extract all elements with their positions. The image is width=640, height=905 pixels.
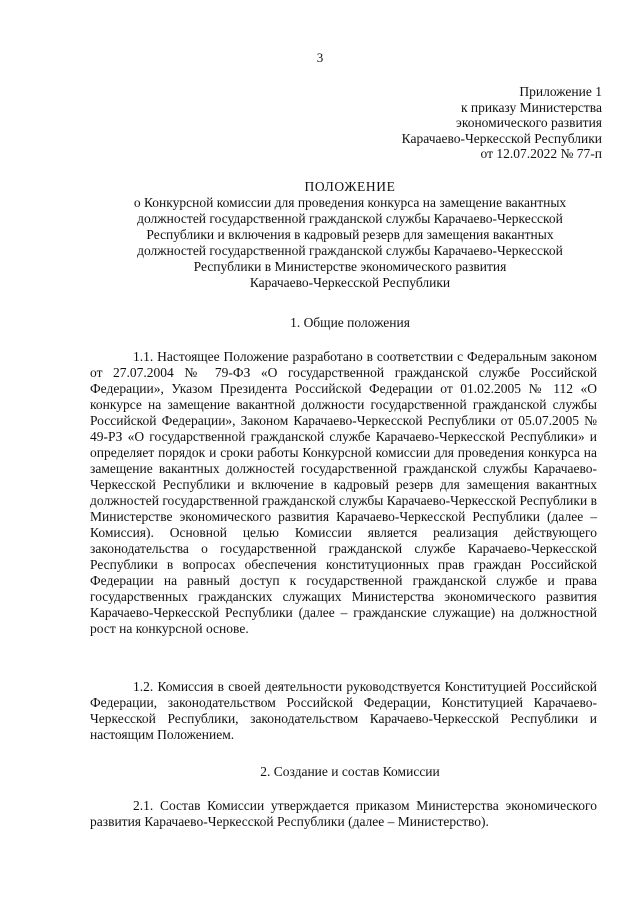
section-heading-composition: 2. Создание и состав Комиссии [260,764,440,779]
subtitle-line: Республики и включения в кадровый резерв для замещения вакантных [146,227,554,242]
appendix-line: к приказу Министерства [460,99,602,115]
appendix-line: Приложение 1 [519,84,602,99]
paragraph-1-1: 1.1. Настоящее Положение разработано в соответствии с Федеральным законом от 27.07.2004 № 79-ФЗ «О государственной гражданской службе Российской Федерации», Указом Президента Российской Федерации от 01.02.2005 № 112 «О конкурсе на замещение вакантной должности государственной гражданской службы Российской Федерации», Законом Карачаево-Черкесской Республики от 05.07.2005 № 49-РЗ «О государственной гражданской службе Карачаево-Черкесской Республики» и определяет порядок и сроки работы Конкурсной комиссии для проведения конкурса на замещение вакантных должностей государственной гражданской службы Карачаево-Черкесской Республики и включение в кадровый резерв для замещения вакантных должностей государственной гражданской службы Карачаево-Черкесской Республики в Министерстве экономического развития Карачаево-Черкесской Республики (далее – Комиссия). Основной целью Комиссии является реализация действующего законодательства о государственной гражданской службе Карачаево-Черкесской Республики в вопросах обеспечения конституционных прав граждан Российской Федерации на равный доступ к государственной гражданской службе и права государственных гражданских служащих Министерства экономического развития Карачаево-Черкесской Республики (далее – гражданские служащие) на должностной рост на конкурсной основе. [90,349,597,636]
paragraph-1-2: 1.2. Комиссия в своей деятельности руководствуется Конституцией Российской Федерации, законодательством Российской Федерации, Конституцией Карачаево-Черкесской Республики, законодательством Карачаево-Черкесской Республики и настоящим Положением. [90,679,597,742]
title-block [90,179,610,291]
subtitle-line: о Конкурсной комиссии для проведения конкурса на замещение вакантных [133,195,567,210]
subtitle-line: должностей государственной гражданской службы Карачаево-Черкесской [137,211,563,226]
section-heading-general: 1. Общие положения [290,315,410,330]
subtitle-line: Карачаево-Черкесской Республики [249,275,451,290]
document-title: ПОЛОЖЕНИЕ [304,179,396,194]
subtitle-line: Республики в Министерстве экономического развития [193,259,507,274]
page-number: 3 [316,50,324,65]
appendix-line: экономического развития [456,115,602,130]
subtitle-line: должностей государственной гражданской службы Карачаево-Черкесской [137,243,563,258]
appendix-line: Карачаево-Черкесской Республики [401,130,602,146]
appendix-line: от 12.07.2022 № 77-п [480,146,602,161]
appendix-block [402,84,602,162]
paragraph-2-1: 2.1. Состав Комиссии утверждается приказом Министерства экономического развития Карачаево-Черкесской Республики (далее – Министерство). [90,798,597,829]
